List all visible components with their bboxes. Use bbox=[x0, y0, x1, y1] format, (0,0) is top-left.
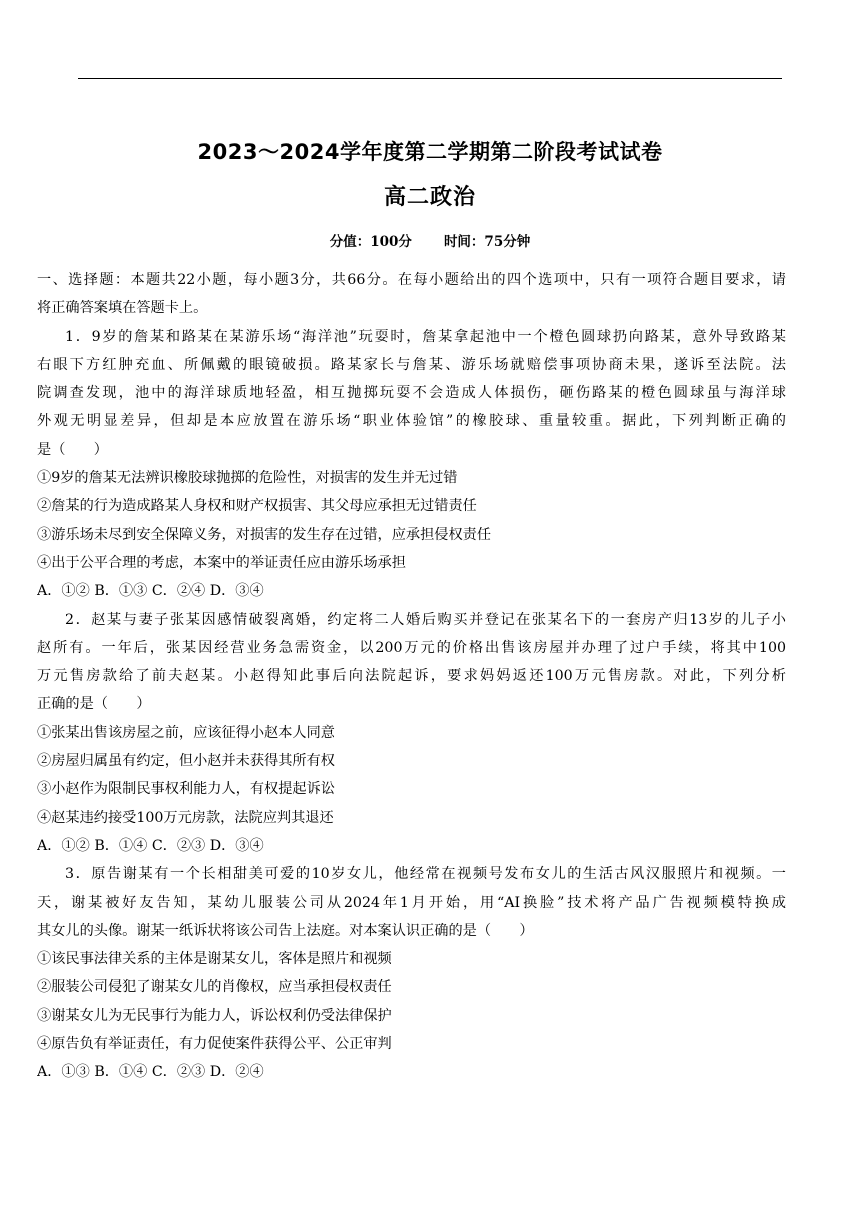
question-stem-line: 院调查发现，池中的海洋球质地轻盈，相互抛掷玩耍不会造成人体损伤，砸伤路某的橙色圆球虽与海洋球 bbox=[37, 385, 786, 402]
question-option: ②服装公司侵犯了谢某女儿的肖像权，应当承担侵权责任 bbox=[37, 979, 392, 996]
question-stem-line: 外观无明显差异，但却是本应放置在游乐场“职业体验馆”的橡胶球、重量较重。据此，下列判断正确的 bbox=[37, 413, 786, 430]
question-stem-line: 正确的是（ ） bbox=[37, 696, 151, 713]
question-stem-line: 3．原告谢某有一个长相甜美可爱的10岁女儿，他经常在视频号发布女儿的生活古风汉服照片和视频。一 bbox=[65, 866, 786, 883]
question-1 bbox=[37, 323, 786, 606]
section-instruction-line: 将正确答案填在答题卡上。 bbox=[37, 300, 208, 317]
question-2 bbox=[37, 606, 786, 861]
subject-title: 高二政治 bbox=[383, 185, 476, 210]
question-stem-line: 天，谢某被好友告知，某幼儿服装公司从2024年1月开始，用“AI换脸”技术将产品广告视频模特换成 bbox=[37, 894, 786, 911]
question-option: ④出于公平合理的考虑，本案中的举证责任应由游乐场承担 bbox=[37, 554, 406, 571]
question-option: ④赵某违约接受100万元房款，法院应判其退还 bbox=[37, 809, 334, 826]
answer-choices: A．①② B．①③ C．②④ D．③④ bbox=[37, 583, 264, 600]
question-option: ①张某出售该房屋之前，应该征得小赵本人同意 bbox=[37, 724, 335, 741]
section-instruction-line: 一、选择题：本题共22小题，每小题3分，共66分。在每小题给出的四个选项中，只有一项符合题目要求，请 bbox=[37, 272, 786, 288]
question-option: ③小赵作为限制民事权利能力人，有权提起诉讼 bbox=[37, 781, 335, 798]
question-option: ③谢某女儿为无民事行为能力人，诉讼权利仍受法律保护 bbox=[37, 1007, 392, 1024]
question-stem-line: 1．9岁的詹某和路某在某游乐场“海洋池”玩耍时，詹某拿起池中一个橙色圆球扔向路某，意外导致路某 bbox=[65, 328, 786, 345]
question-option: ①该民事法律关系的主体是谢某女儿，客体是照片和视频 bbox=[37, 951, 392, 968]
question-option: ③游乐场未尽到安全保障义务，对损害的发生存在过错，应承担侵权责任 bbox=[37, 526, 492, 543]
header-rule bbox=[78, 78, 782, 79]
answer-choices: A．①③ B．①④ C．②③ D．②④ bbox=[37, 1064, 264, 1081]
question-stem-line: 是（ ） bbox=[37, 441, 108, 458]
question-option: ②詹某的行为造成路某人身权和财产权损害、其父母应承担无过错责任 bbox=[37, 498, 477, 515]
question-option: ①9岁的詹某无法辨识橡胶球抛掷的危险性，对损害的发生并无过错 bbox=[37, 470, 458, 487]
answer-choices: A．①② B．①④ C．②③ D．③④ bbox=[37, 837, 264, 854]
question-stem-line: 2．赵某与妻子张某因感情破裂离婚，约定将二人婚后购买并登记在张某名下的一套房产归13岁的儿子小 bbox=[65, 611, 786, 628]
question-option: ②房屋归属虽有约定，但小赵并未获得其所有权 bbox=[37, 753, 335, 770]
question-stem-line: 赵所有。一年后，张某因经营业务急需资金，以200万元的价格出售该房屋并办理了过户手续，将其中100 bbox=[37, 639, 786, 656]
exam-meta bbox=[0, 230, 860, 250]
time-label: 时间：75分钟 bbox=[443, 234, 531, 250]
exam-title: 2023～2024学年度第二学期第二阶段考试试卷 bbox=[197, 140, 663, 164]
question-stem-line: 右眼下方红肿充血、所佩戴的眼镜破损。路某家长与詹某、游乐场就赔偿事项协商未果，遂诉至法院。法 bbox=[37, 356, 786, 373]
question-3 bbox=[37, 860, 786, 1086]
question-stem-line: 其女儿的头像。谢某一纸诉状将该公司告上法庭。对本案认识正确的是（ ） bbox=[37, 922, 534, 939]
exam-content bbox=[37, 266, 786, 1087]
score-label: 分值：100分 bbox=[329, 234, 412, 250]
question-option: ④原告负有举证责任，有力促使案件获得公平、公正审判 bbox=[37, 1036, 392, 1053]
question-stem-line: 万元售房款给了前夫赵某。小赵得知此事后向法院起诉，要求妈妈返还100万元售房款。对此，下列分析 bbox=[37, 668, 786, 685]
